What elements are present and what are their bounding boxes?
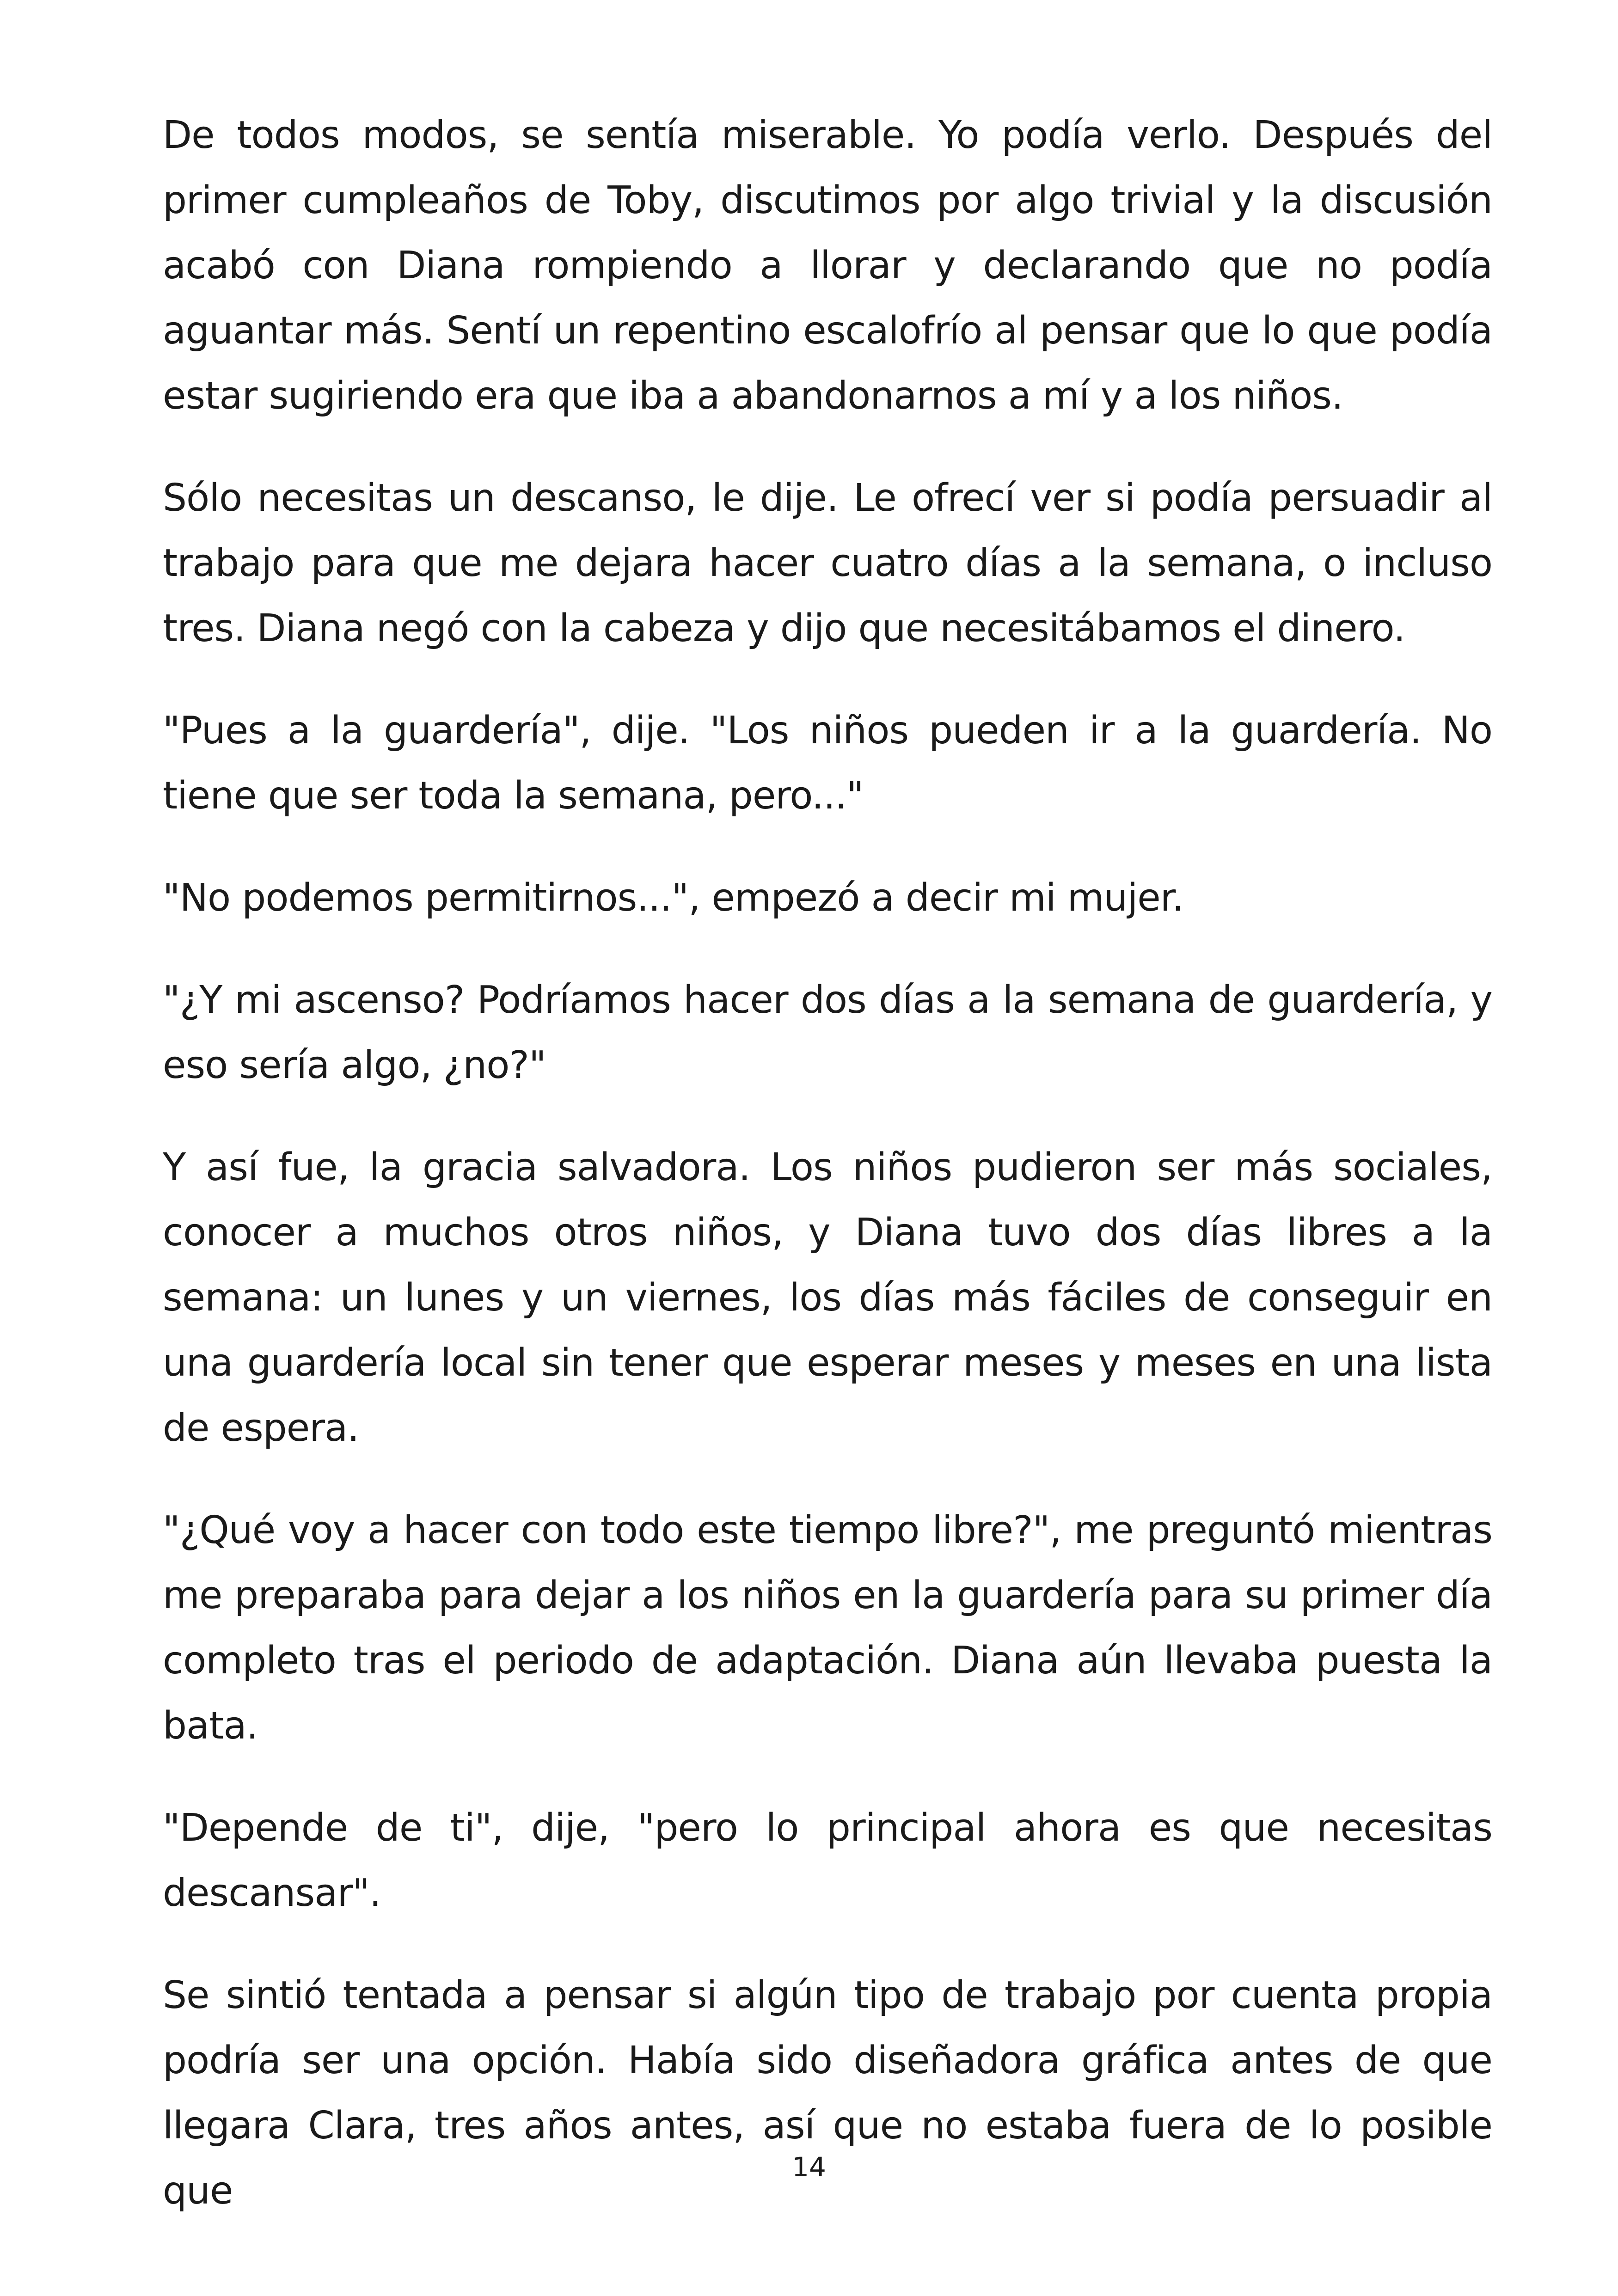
paragraph-8: "Depende de ti", dije, "pero lo principal ahora es que necesitas descansar". [163, 1806, 1492, 1915]
paragraph-7: "¿Qué voy a hacer con todo este tiempo libre?", me preguntó mientras me preparaba para dejar a los niños en la guardería para su primer día completo tras el periodo de adaptación. Diana aún llevaba puesta la bata. [163, 1508, 1492, 1748]
paragraph-1: De todos modos, se sentía miserable. Yo podía verlo. Después del primer cumpleaños de Toby, discutimos por algo trivial y la discusión acabó con Diana rompiendo a llorar y declarando que no podía aguantar más. Sentí un repentino escalofrío al pensar que lo que podía estar sugiriendo era que iba a abandonarnos a mí y a los niños. [163, 113, 1492, 418]
page-number: 14 [792, 2151, 826, 2183]
paragraph-4: "No podemos permitirnos...", empezó a decir mi mujer. [163, 876, 1184, 920]
paragraph-2: Sólo necesitas un descanso, le dije. Le ofrecí ver si podía persuadir al trabajo para que me dejara hacer cuatro días a la semana, o incluso tres. Diana negó con la cabeza y dijo que necesitábamos el dinero. [163, 476, 1492, 650]
paragraph-6: Y así fue, la gracia salvadora. Los niños pudieron ser más sociales, conocer a muchos otros niños, y Diana tuvo dos días libres a la semana: un lunes y un viernes, los días más fáciles de conseguir en una guardería local sin tener que esperar meses y meses en una lista de espera. [163, 1145, 1492, 1450]
paragraph-9: Se sintió tentada a pensar si algún tipo de trabajo por cuenta propia podría ser una opción. Había sido diseñadora gráfica antes de que llegara Clara, tres años antes, así que no estaba fuera de lo posible que [163, 1973, 1492, 2213]
body-text [163, 103, 1492, 2223]
paragraph-5: "¿Y mi ascenso? Podríamos hacer dos días a la semana de guardería, y eso sería algo, ¿no?" [163, 978, 1492, 1087]
paragraph-3: "Pues a la guardería", dije. "Los niños pueden ir a la guardería. No tiene que ser toda la semana, pero..." [163, 709, 1492, 818]
